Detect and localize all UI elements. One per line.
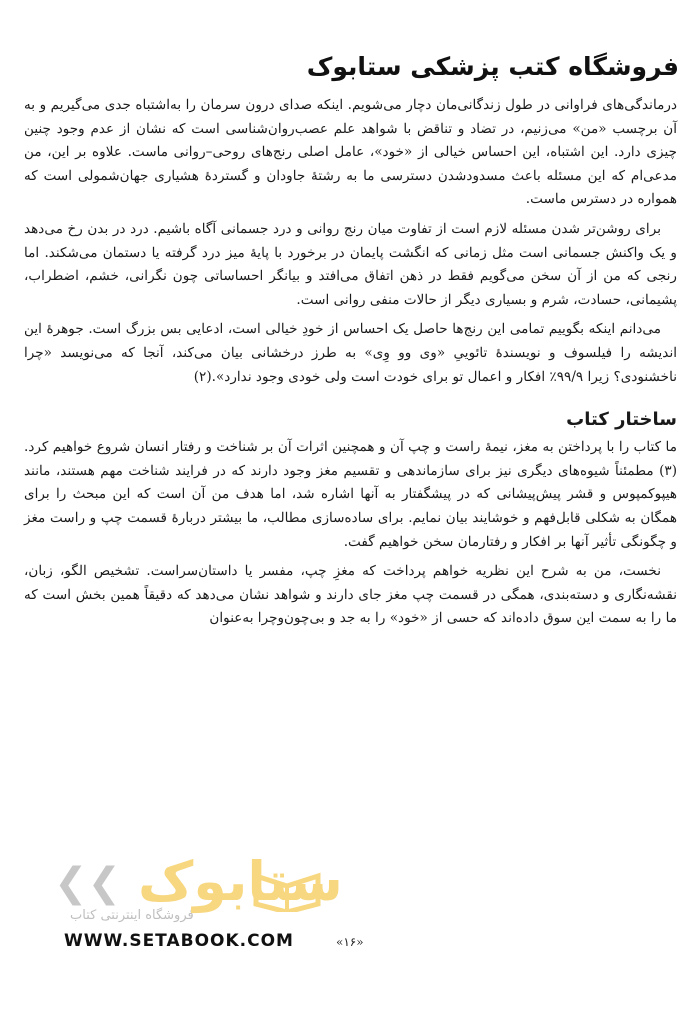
paragraph: ما کتاب را با پرداختن به مغز، نیمهٔ راست و چپ آن و همچنین اثرات آن بر شناخت و رفتار انسان شروع خواهیم کرد.(۳) مطمئناً شیوه‌های دیگری نیز برای سازماندهی و تقسیم مغز وجود دارند که در فرایند شناخت مهم هستند، مانند هیپوکمپوس و قشر پیش‌پیشانی که در پیشگفتار به آنها اشاره شد، اما هدف من آن است که این مبحث را برای همگان به شکلی قابل‌فهم و خوشایند بیان نمایم. برای ساده‌سازی مطالب، ما بیشتر دربارهٔ قسمت چپ و راست مغز و چگونگی تأثیر آنها بر افکار و رفتارمان سخن خواهیم گفت. [24, 439, 677, 550]
paragraph: می‌دانم اینکه بگوییم تمامی این رنج‌ها حاصل یک احساس از خودِ خیالی است، ادعایی بس بزرگ است. جوهرهٔ این اندیشه را فیلسوف و نویسندهٔ تائوییِ «وی وو وِی» به طرز درخشانی بیان می‌کند، آنجا که می‌نویسد «چرا ناخشنودی؟ زیرا ۹۹/۹٪ افکار و اعمال تو برای خودت است ولی خودی وجود ندارد».(۲) [24, 321, 677, 385]
watermark-brand: ستابوک [138, 850, 343, 913]
paragraph: نخست، من به شرح این نظریه خواهم پرداخت که مغزِ چپ، مفسر یا داستان‌سراست. تشخیص الگو، زبان، نقشه‌نگاری و دسته‌بندی، همگی در قسمت چپ مغز جای دارند و شواهد نشان می‌دهد که دقیقاً همین بخش است که ما را به سمت این سوق داده‌اند که حسی از «خود» را به جد و بی‌چون‌وچرا به‌عنوان [24, 563, 677, 627]
section-heading: ساختار کتاب [566, 409, 677, 431]
watermark-subtitle: فروشگاه اینترنتی کتاب [70, 908, 194, 923]
chevrons-icon: ❮❮ [54, 860, 122, 906]
watermark-logo [40, 850, 400, 940]
page-number: «۱۶» [336, 935, 364, 949]
page-header-title: فروشگاه کتب پزشکی ستابوک [306, 52, 679, 81]
paragraph: برای روشن‌تر شدن مسئله لازم است از تفاوت میان رنج روانی و درد جسمانی آگاه باشیم. درد در بدن رخ می‌دهد و یک واکنش جسمانی است مثل زمانی که انگشت پایمان در برخورد با پایهٔ میز درد گرفته یا دستمان می‌شکند. اما رنجی که من از آن سخن می‌گویم فقط در ذهن اتفاق می‌افتد و بیانگر احساساتی چون نگرانی، خشم، اضطراب، پشیمانی، حسادت، شرم و بسیاری دیگر از حالات منفی روانی است. [24, 220, 677, 308]
footer-url: WWW.SETABOOK.COM [64, 931, 294, 951]
page-content [24, 94, 677, 637]
paragraph: درماندگی‌های فراوانی در طول زندگانی‌مان دچار می‌شویم. اینکه صدای درون سرمان را به‌اشتباه جدی می‌گیریم و به آن برچسب «من» می‌زنیم، در تضاد و تناقض با شواهد علم عصب‌روان‌شناسی است که نشان از عدم وجود چنین چیزی دارد. این اشتباه، این احساس خیالی از «خود»، عامل اصلی رنج‌های روحی–روانی ماست. علاوه بر این، من مدعی‌ام که این مسئله باعث مسدودشدن دسترسی ما به رشتهٔ جاودان و گستردهٔ هشیاری جهان‌شمولی است که همواره در دسترس ماست. [24, 97, 677, 208]
book-icon [252, 868, 322, 912]
